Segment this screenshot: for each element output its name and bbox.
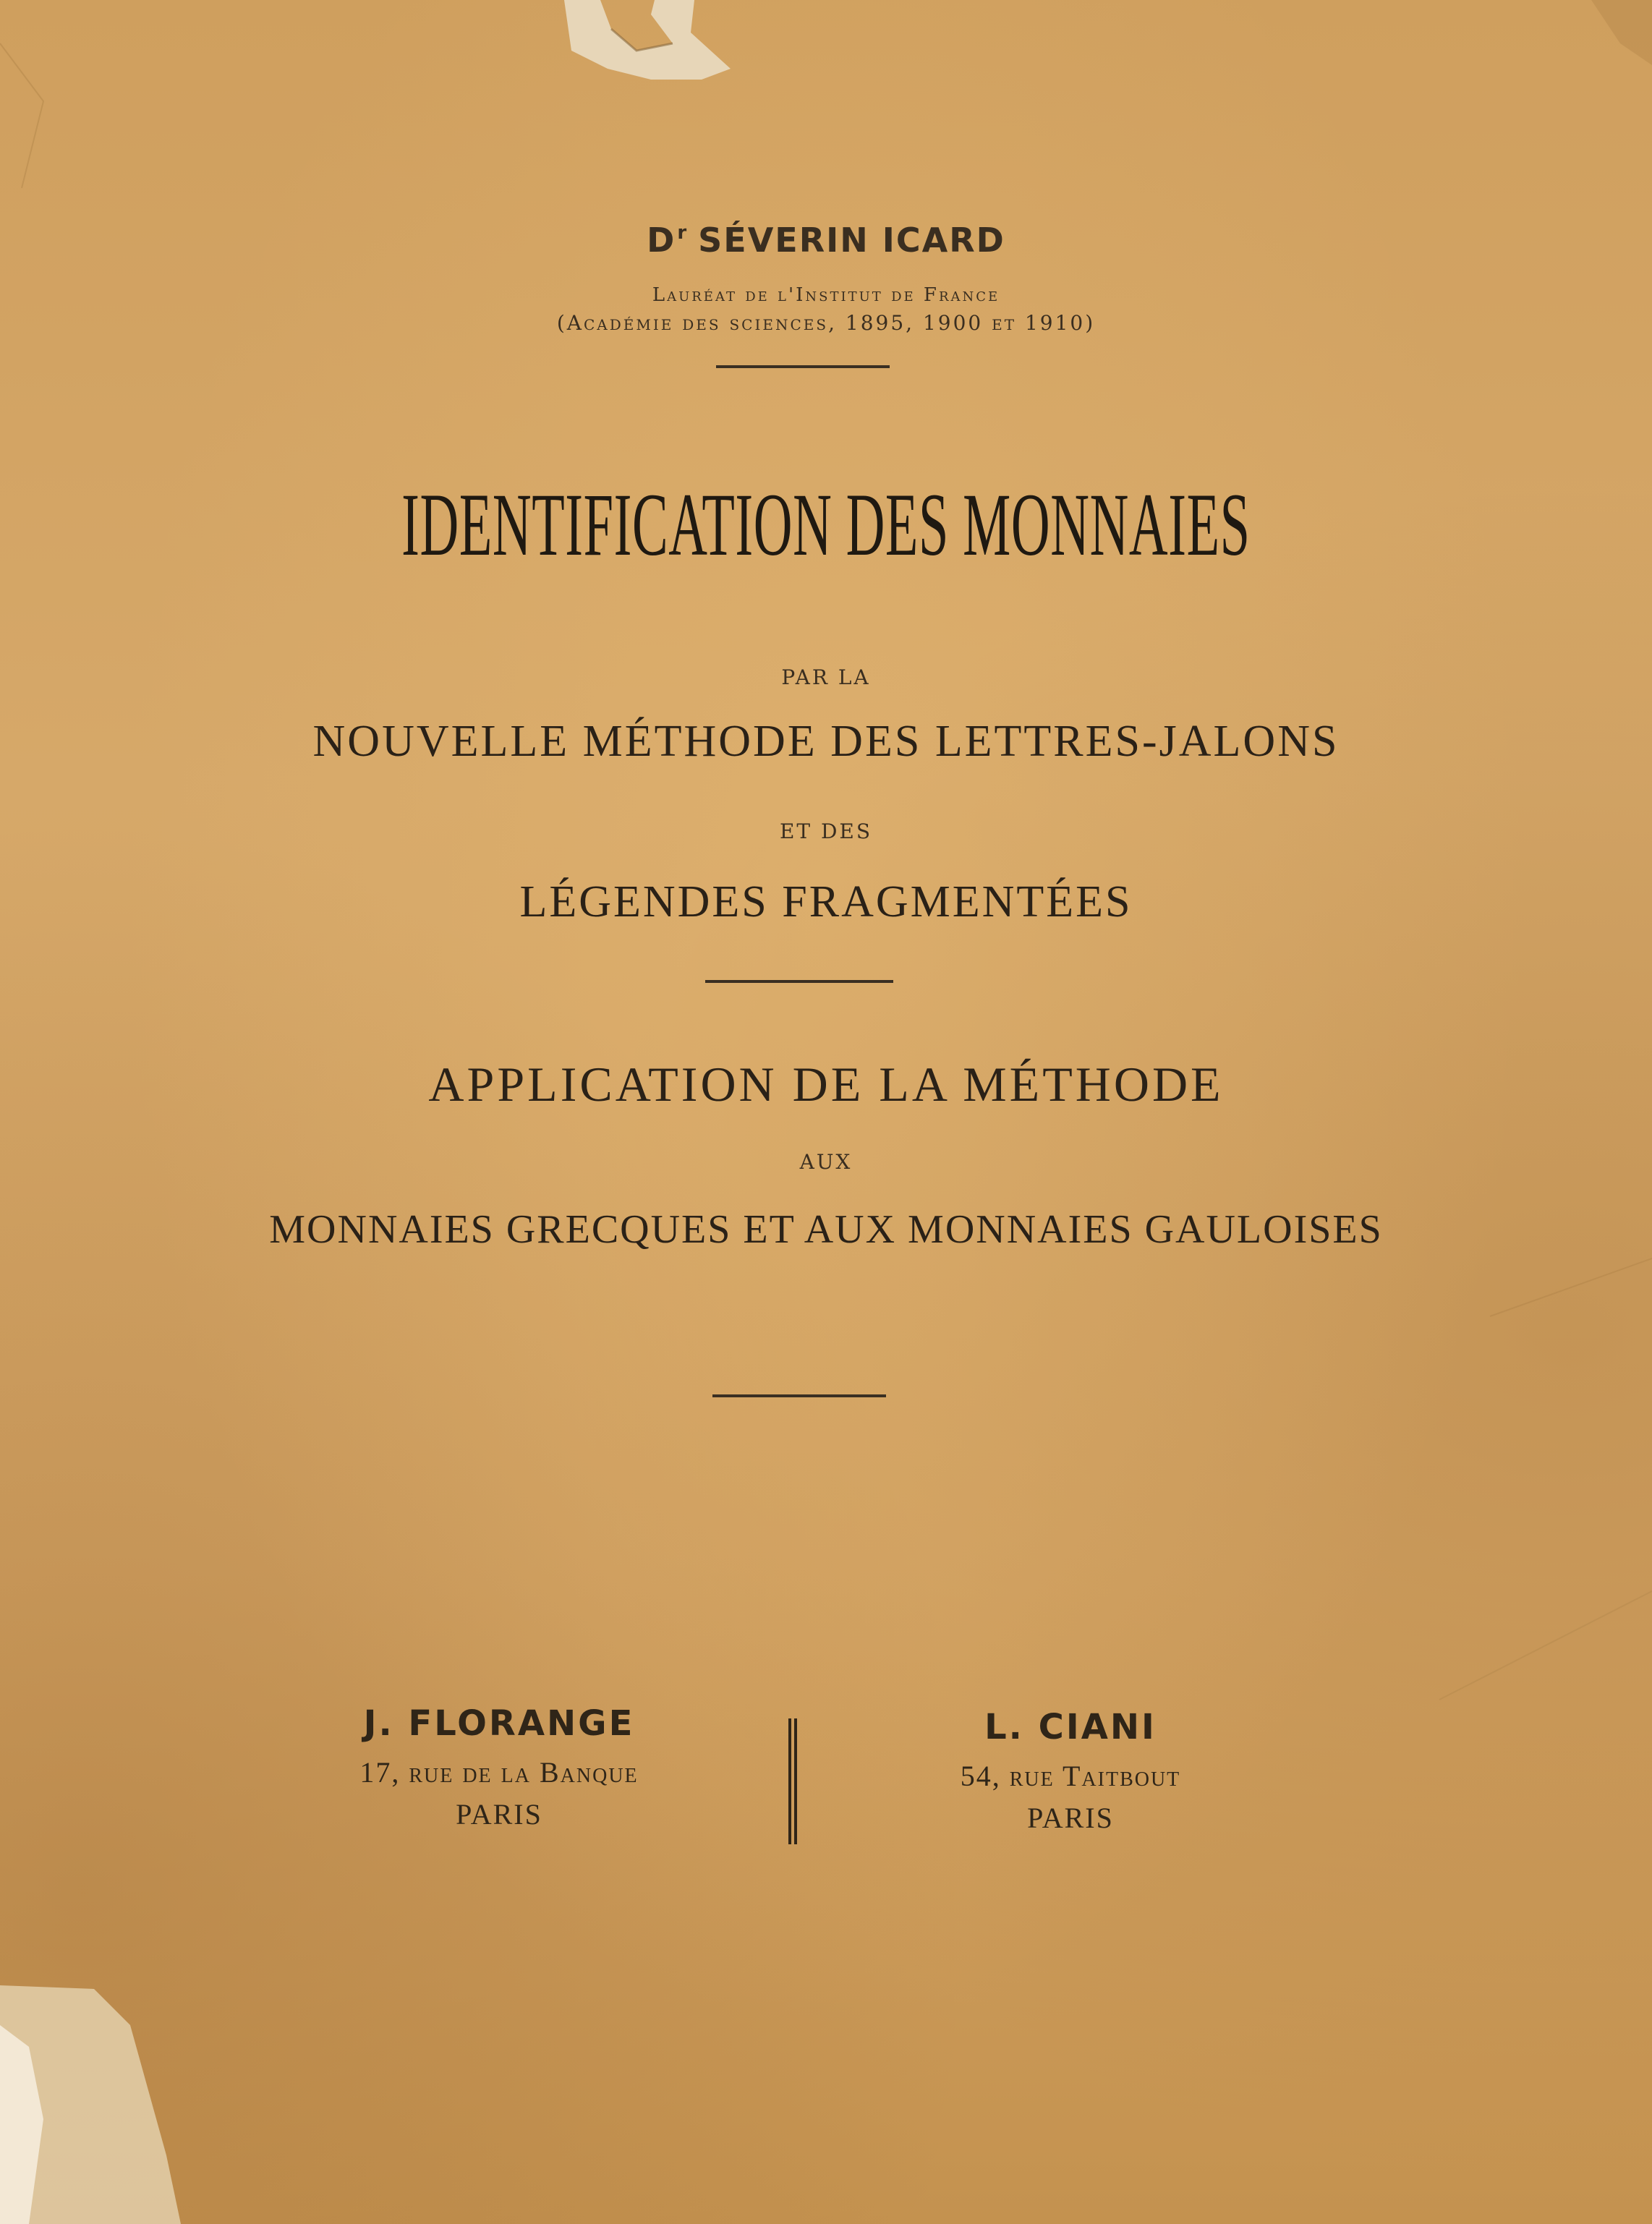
- publisher-separator: [788, 1718, 797, 1844]
- author-academy-line: (Académie des sciences, 1895, 1900 et 1910): [556, 311, 1096, 335]
- divider-rule: [705, 980, 893, 983]
- author-prefix: D: [647, 221, 676, 260]
- publisher-left: [246, 1703, 752, 1831]
- publisher-address: 17, rue de la Banque: [359, 1756, 639, 1789]
- book-title-text: IDENTIFICATION DES MONNAIES: [401, 475, 1251, 574]
- author-prefix-superscript: r: [677, 222, 689, 244]
- publisher-address: 54, rue Taitbout: [960, 1760, 1181, 1792]
- subtitle-method: NOUVELLE MÉTHODE DES LETTRES-JALONS: [312, 717, 1340, 766]
- connector-text: PAR LA: [781, 665, 871, 689]
- publisher-city: PARIS: [456, 1798, 542, 1831]
- publisher-right: [817, 1707, 1324, 1835]
- divider-rule: [716, 365, 890, 368]
- author-full-name: SÉVERIN ICARD: [698, 221, 1005, 260]
- divider-rule: [712, 1394, 886, 1397]
- publisher-name: L. CIANI: [984, 1707, 1157, 1747]
- connector-text: ET DES: [779, 819, 873, 843]
- author-honor-line: Lauréat de l'Institut de France: [652, 284, 1000, 306]
- coins-subject-line: MONNAIES GRECQUES ET AUX MONNAIES GAULOISES: [269, 1207, 1383, 1252]
- publisher-name: J. FLORANGE: [363, 1703, 635, 1744]
- book-title: [0, 474, 1652, 576]
- publisher-city: PARIS: [1027, 1802, 1114, 1834]
- author-name: [0, 221, 1652, 260]
- subtitle-legends: LÉGENDES FRAGMENTÉES: [519, 877, 1133, 926]
- application-heading: APPLICATION DE LA MÉTHODE: [428, 1057, 1224, 1112]
- connector-text: AUX: [799, 1150, 853, 1174]
